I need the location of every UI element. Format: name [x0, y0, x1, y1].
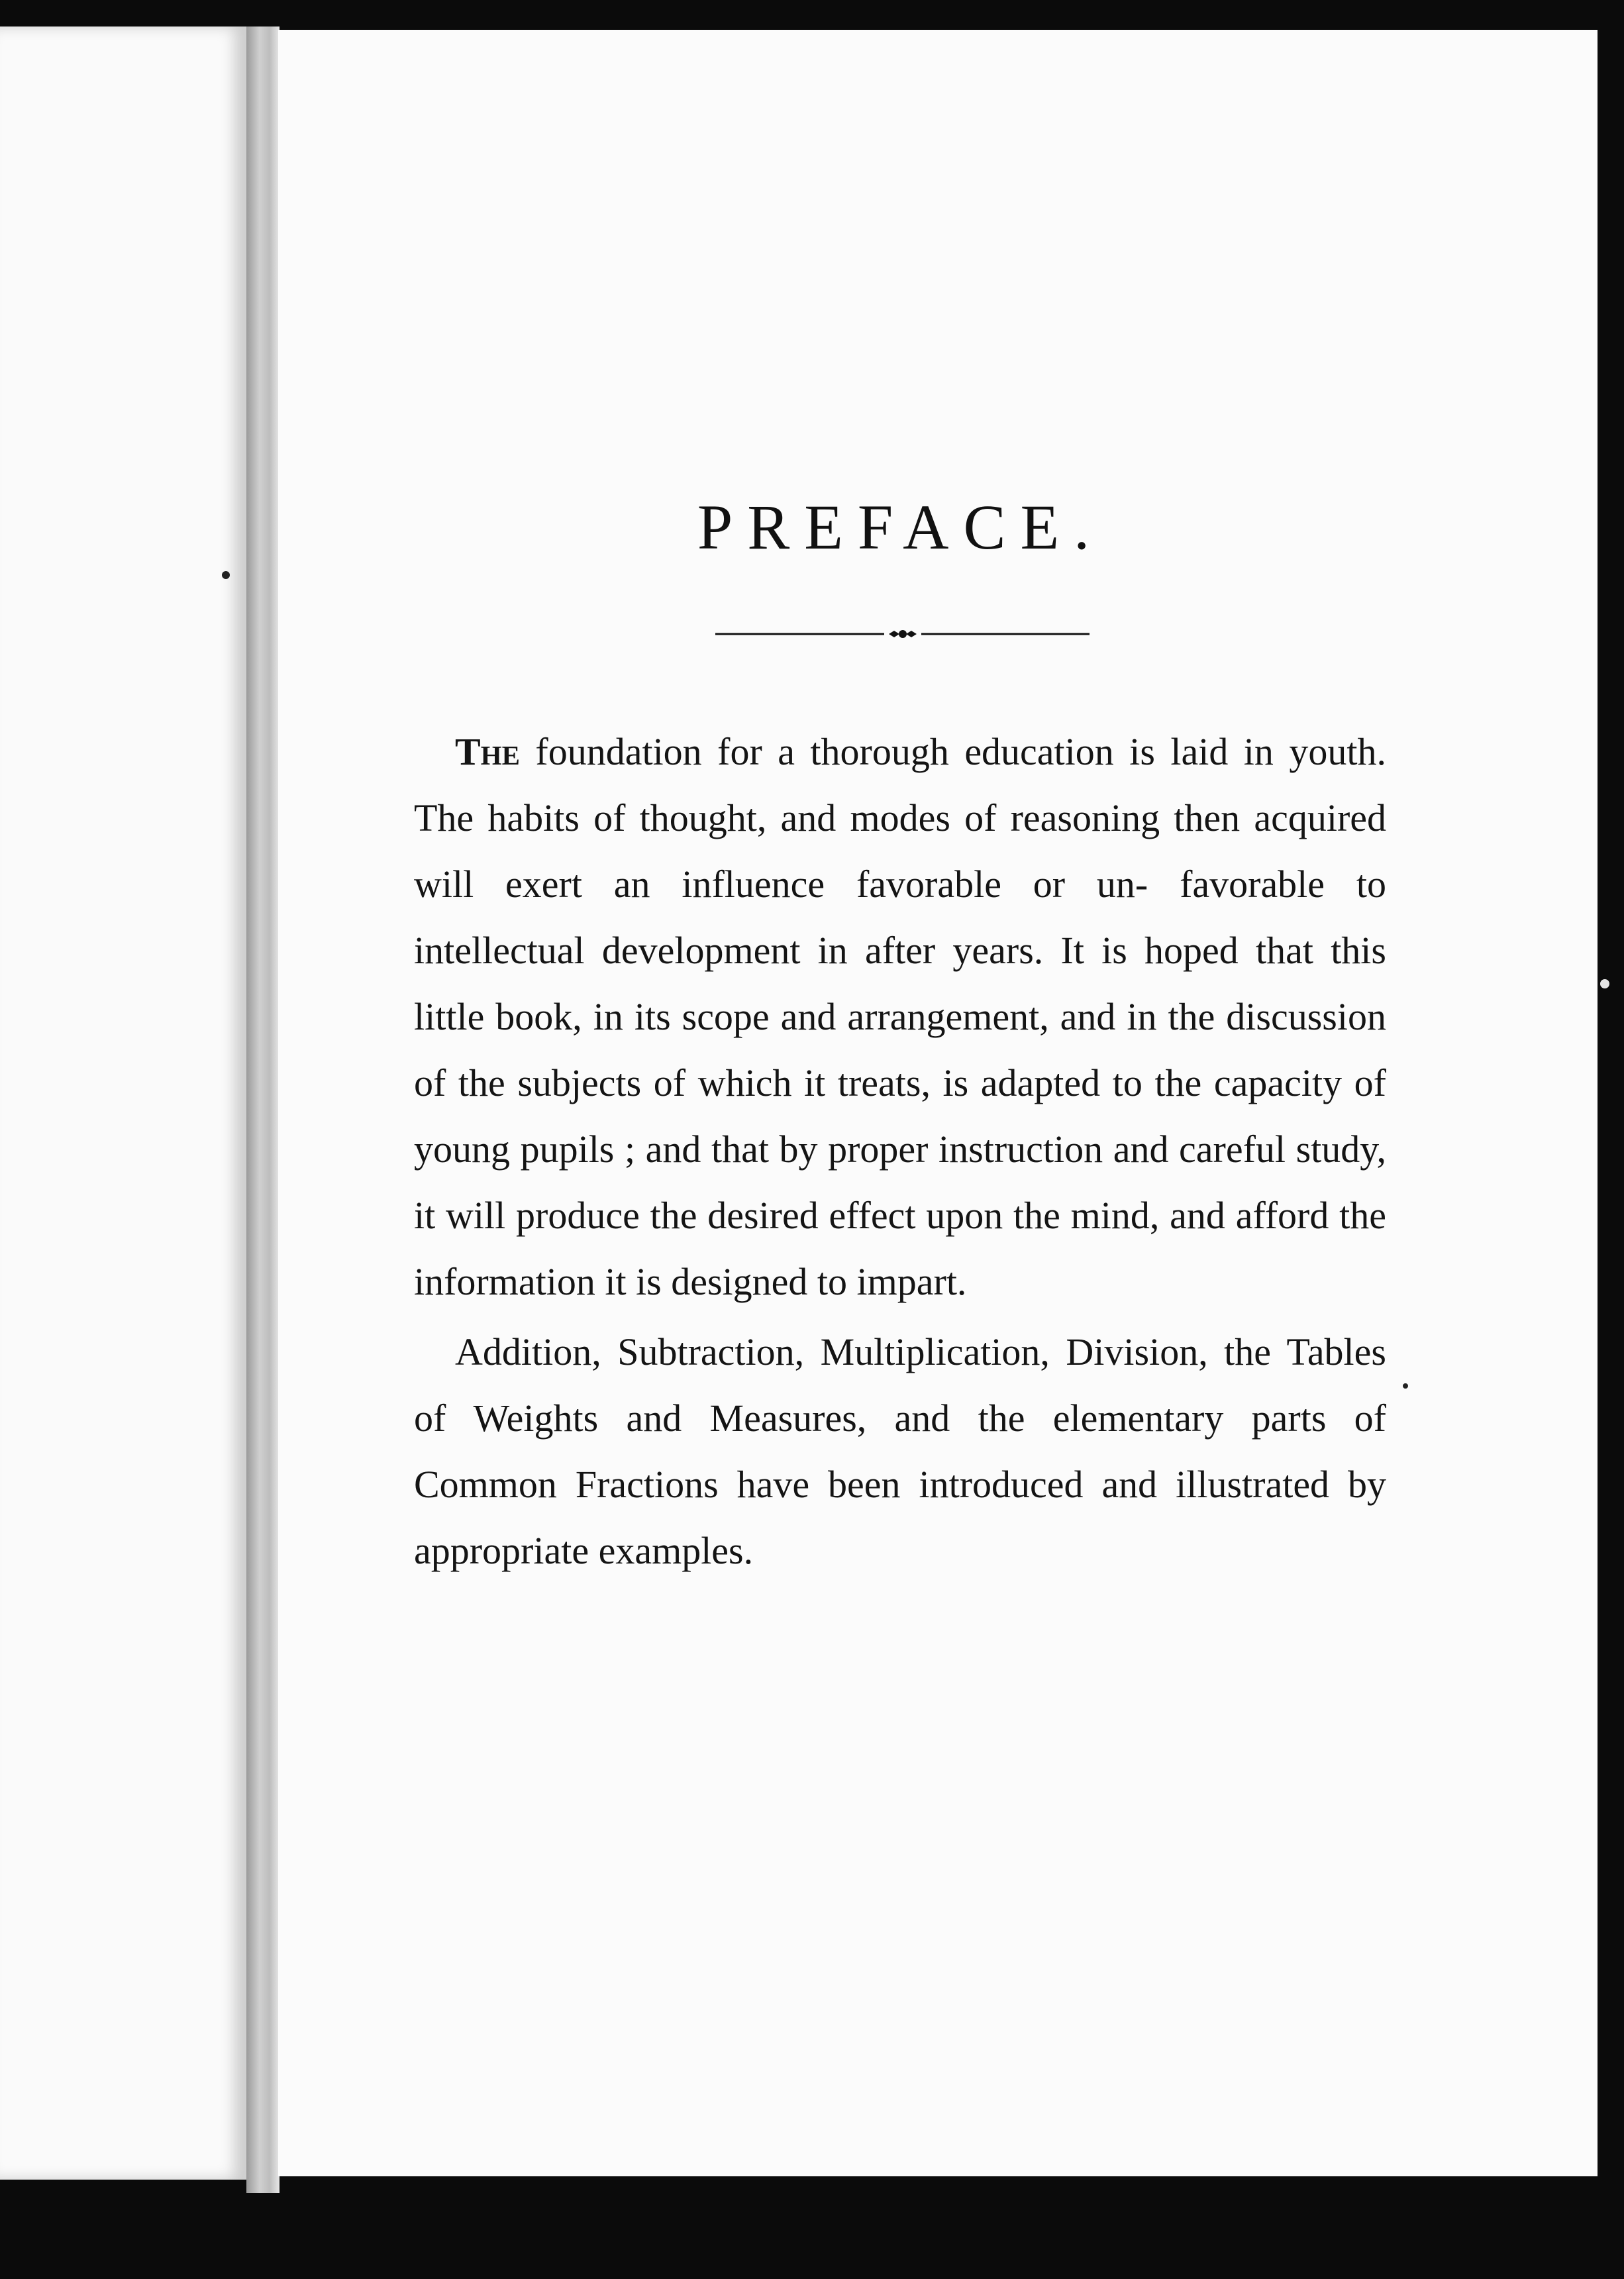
print-speck [1600, 979, 1609, 988]
page-title: PREFACE. [697, 492, 1105, 562]
paragraph-lead: The [455, 730, 520, 773]
title-rule-ornament [715, 626, 1090, 642]
paragraph-2 [414, 1319, 1386, 1584]
paragraph-1 [414, 719, 1386, 1315]
paragraph-text: Addition, Subtraction, Multiplication, Division, the Tables of Weights and Measures, and the elementary parts of Common Fractions have been introduced and illustrated by appropriate examples. [414, 1330, 1386, 1572]
paragraph-text: foundation for a thorough education is laid in youth. The habits of thought, and modes of reasoning then acquired will exert an influence favorable or un- favorable to intellectual development in after years. It is hoped that this little book, in its scope and arrangement, and in the discussion of the subjects of which it treats, is adapted to the capacity of young pupils ; and that by proper instruction and careful study, it will produce the desired effect upon the mind, and afford the information it is designed to impart. [414, 730, 1386, 1303]
print-speck [1403, 1383, 1408, 1389]
preface-body [414, 719, 1386, 1588]
preface-page [278, 30, 1598, 2176]
facing-page [0, 26, 246, 2180]
print-speck [222, 571, 230, 579]
book-gutter [246, 26, 279, 2193]
